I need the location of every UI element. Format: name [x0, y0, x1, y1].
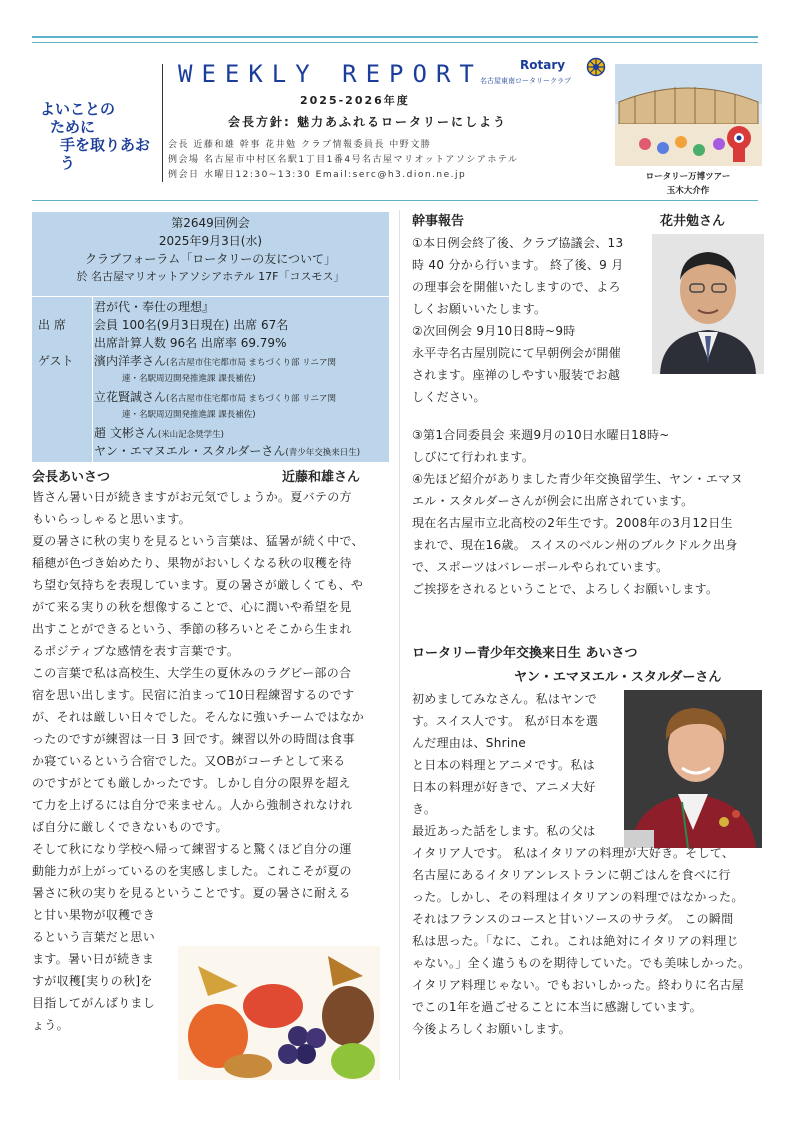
guest-name: 趙 文彬さん [94, 426, 158, 440]
text-line: す。スイス人です。 私が日本を選 [412, 714, 599, 728]
guest-name: ヤン・エマヌエル・スタルダーさん [94, 444, 286, 458]
text-line: るポジティブな感情を表す言葉です。 [32, 644, 240, 658]
club-slogan [40, 100, 160, 172]
slogan-line: 手を取りあおう [60, 136, 151, 172]
info-line: 会長 近藤和雄 幹事 花井勉 クラブ情報委員長 中野文勝 [168, 140, 432, 150]
text-line: もいらっしゃると思います。 [32, 512, 191, 526]
text-line: るという言葉だと思い [32, 930, 156, 944]
meeting-date: 2025年9月3日(水) [158, 234, 263, 248]
text-line: 暑さに秋の実りを見るということです。夏の暑さに耐える [32, 886, 351, 900]
secretary-text-wide [412, 424, 772, 600]
text-line: 出すことができるという、季節の移ろいとそこから生まれ [32, 622, 352, 636]
header-divider [162, 64, 163, 182]
text-line: 目指してがんばりまし [32, 996, 156, 1010]
attendance-label: 出 席 [38, 318, 66, 332]
club-name: 名古屋東南ロータリークラブ [480, 77, 571, 85]
text-line: それはフランスのコースと甘いソースのサラダ。 この瞬間 [412, 912, 734, 926]
info-line: 例会日 水曜日12:30~13:30 Email:serc@h3.dion.ne.jp [168, 170, 467, 180]
exchange-text [412, 688, 622, 842]
text-line: しください。 [412, 390, 486, 404]
header-bottom-rule [32, 200, 758, 201]
text-line: 初めましてみなさん。私はヤンで [412, 692, 598, 706]
text-line: 稲穂が色づき始めたり、果物がおいしくなる秋の収穫を待 [32, 556, 352, 570]
text-line: ょう。 [32, 1018, 69, 1032]
president-heading: 会長あいさつ [32, 470, 111, 485]
text-line: 皆さん暑い日が続きますがお元気でしょうか。夏バテの方 [32, 490, 352, 504]
text-line: の理事会を開催いたしますので、よろ [412, 280, 621, 294]
text-line: 時 40 分から行います。 終了後、9 月 [412, 258, 624, 272]
page-title: WEEKLY REPORT [178, 60, 483, 88]
text-line: 名古屋にあるイタリアンレストランに朝ごはんを食べに行 [412, 868, 731, 882]
caption-line: ロータリー万博ツアー [645, 172, 731, 182]
guest-note: (名古屋市住宅都市局 まちづくり部 リニア関 [166, 358, 336, 368]
guest-name: 立花賢誠さん [94, 390, 167, 404]
text-line: て力を上げるには自分で来ません。人から強制されなけれ [32, 798, 353, 812]
text-line: ご挨拶をされるということで、よろしくお願いします。 [412, 582, 719, 596]
text-line: った。しかし、その料理はイタリアンの料理ではなかった。 [412, 890, 744, 904]
text-line: 私は思った。「なに、これ。これは絶対にイタリアの料理じ [412, 934, 739, 948]
text-line: のですがとても厳しかったです。しかし自分の限界を超え [32, 776, 351, 790]
text-line: 夏の暑さに秋の実りを見るという言葉は、猛暑が続く中で、 [32, 534, 364, 548]
guest-entry [94, 442, 360, 462]
guest-label: ゲスト [38, 354, 74, 368]
club-info [168, 138, 518, 183]
president-policy: 会長方針: 魅力あふれるロータリーにしよう [228, 115, 507, 129]
text-line: と甘い果物が収穫でき [32, 908, 156, 922]
text-line: ったのですが練習は一日 3 回です。練習以外の時間は食事 [32, 732, 355, 746]
autumn-fruit-photo [178, 946, 380, 1080]
top-rule-thin [32, 42, 758, 43]
president-text [32, 486, 392, 904]
guest-note: (名古屋市住宅都市局 まちづくり部 リニア関 [166, 394, 336, 404]
text-line: で、スポーツはバレーボールやられています。 [412, 560, 669, 574]
secretary-heading: 幹事報告 [412, 214, 465, 229]
text-line: ち望む気持ちを表現しています。夏の暑さが厳しくても、や [32, 578, 364, 592]
text-line: 永平寺名古屋別院にて早朝例会が開催 [412, 346, 622, 360]
text-line: 日本の料理が好きで、アニメ大好 [412, 780, 596, 794]
text-line: ③第1合同委員会 来週9月の10日水曜日18時~ [412, 428, 670, 442]
top-rule [32, 36, 758, 38]
text-line: されます。座禅のしやすい服装でお越 [412, 368, 621, 382]
text-line: でこの1年を過ごせることに本当に感謝しています。 [412, 1000, 702, 1014]
info-line: 例会場 名古屋市中村区名駅1丁目1番4号名古屋マリオットアソシアホテル [168, 155, 519, 165]
text-line: 最近あった話をします。私の父は [412, 824, 596, 838]
text-line: エル・スタルダーさんが例会に出席されています。 [412, 494, 694, 508]
text-line: しびにて行われます。 [412, 450, 535, 464]
exchange-text-wide [412, 842, 772, 1040]
text-line: き。 [412, 802, 437, 816]
exchange-student-portrait [624, 690, 762, 848]
text-line: しくお願いいたします。 [412, 302, 547, 316]
expo-illustration [615, 64, 762, 166]
text-line: イタリア料理じゃない。でもおいしかった。終わりに名古屋 [412, 978, 745, 992]
rotary-wordmark: Rotary [520, 58, 566, 72]
slogan-line: よいことの [40, 100, 116, 118]
guest-name: 濱内洋孝さん [94, 354, 167, 368]
text-line: この言葉で私は高校生、大学生の夏休みのラグビー部の合 [32, 666, 352, 680]
text-line: そして秋になり学校へ帰って練習すると驚くほど自分の運 [32, 842, 352, 856]
exchange-name: ヤン・エマヌエル・スタルダーさん [514, 670, 722, 685]
text-line: 動能力が上がっているのを実感しました。これこそが夏の [32, 864, 352, 878]
caption-line: 玉木大介作 [666, 186, 710, 196]
guest-note: (米山記念奨学生) [157, 430, 224, 440]
photo-caption [612, 170, 764, 198]
meeting-song: 君が代・奉仕の理想』 [94, 300, 215, 314]
text-line: ①本日例会終了後、クラブ協議会、13 [412, 236, 624, 250]
text-line: ます。暑い日が続きま [32, 952, 155, 966]
text-line: まれで、現在16歳。 スイスのベルン州のブルクドルク出身 [412, 538, 738, 552]
text-line: 今後よろしくお願いします。 [412, 1022, 571, 1036]
attendance-line: 会員 100名(9月3日現在) 出席 67名 [94, 318, 289, 332]
meeting-forum: クラブフォーラム「ロータリーの友について」 [84, 252, 337, 266]
secretary-portrait [652, 234, 764, 374]
rotary-wheel-icon [586, 57, 606, 77]
text-line: ば自分に厳しくできないものです。 [32, 820, 228, 834]
text-line: ②次回例会 9月10日8時~9時 [412, 324, 576, 338]
guest-entry [94, 388, 389, 408]
meeting-info-box [32, 212, 389, 462]
text-line: 宿を思い出します。民宿に泊まって10日程練習するのです [32, 688, 355, 702]
text-line: ゃない。」全く違うものを期待していた。でも美味しかった。 [412, 956, 751, 970]
president-name: 近藤和雄さん [282, 470, 361, 485]
secretary-name: 花井勉さん [660, 214, 726, 229]
guest-note: (青少年交換来日生) [285, 448, 361, 458]
president-text-tail [32, 904, 172, 1036]
text-line: イタリア人です。 私はイタリアの料理が大好き。そして、 [412, 846, 735, 860]
club-year: 2025-2026年度 [300, 94, 410, 107]
text-line: か寝ているという合宿でした。又OBがコーチとして来る [32, 754, 346, 768]
slogan-line: ために [50, 118, 96, 136]
guest-note-cont: 連・名駅周辺開発推進課 課長補佐) [122, 374, 256, 384]
attendance-line: 出席計算人数 96名 出席率 69.79% [94, 336, 287, 350]
text-line: ④先ほど紹介がありました青少年交換留学生、ヤン・エマヌ [412, 472, 743, 486]
column-divider [399, 210, 400, 1080]
secretary-text [412, 232, 652, 408]
guest-entry [94, 352, 389, 372]
text-line: んだ理由は、Shrine [412, 736, 527, 750]
guest-entry [94, 424, 224, 444]
text-line: すが収穫[実りの秋]を [32, 974, 153, 988]
meeting-number: 第2649回例会 [171, 216, 250, 230]
exchange-heading: ロータリー青少年交換来日生 あいさつ [412, 646, 638, 661]
text-line: がて来る実りの秋を想像することで、心に潤いや希望を見 [32, 600, 352, 614]
text-line: が、それは厳しい日々でした。そんなに強いチームではなか [32, 710, 365, 724]
text-line: と日本の料理とアニメです。私は [412, 758, 595, 772]
text-line: 現在名古屋市立北高校の2年生です。2008年の3月12日生 [412, 516, 733, 530]
guest-note-cont: 連・名駅周辺開発推進課 課長補佐) [122, 410, 256, 420]
meeting-venue: 於 名古屋マリオットアソシアホテル 17F「コスモス」 [76, 270, 345, 283]
